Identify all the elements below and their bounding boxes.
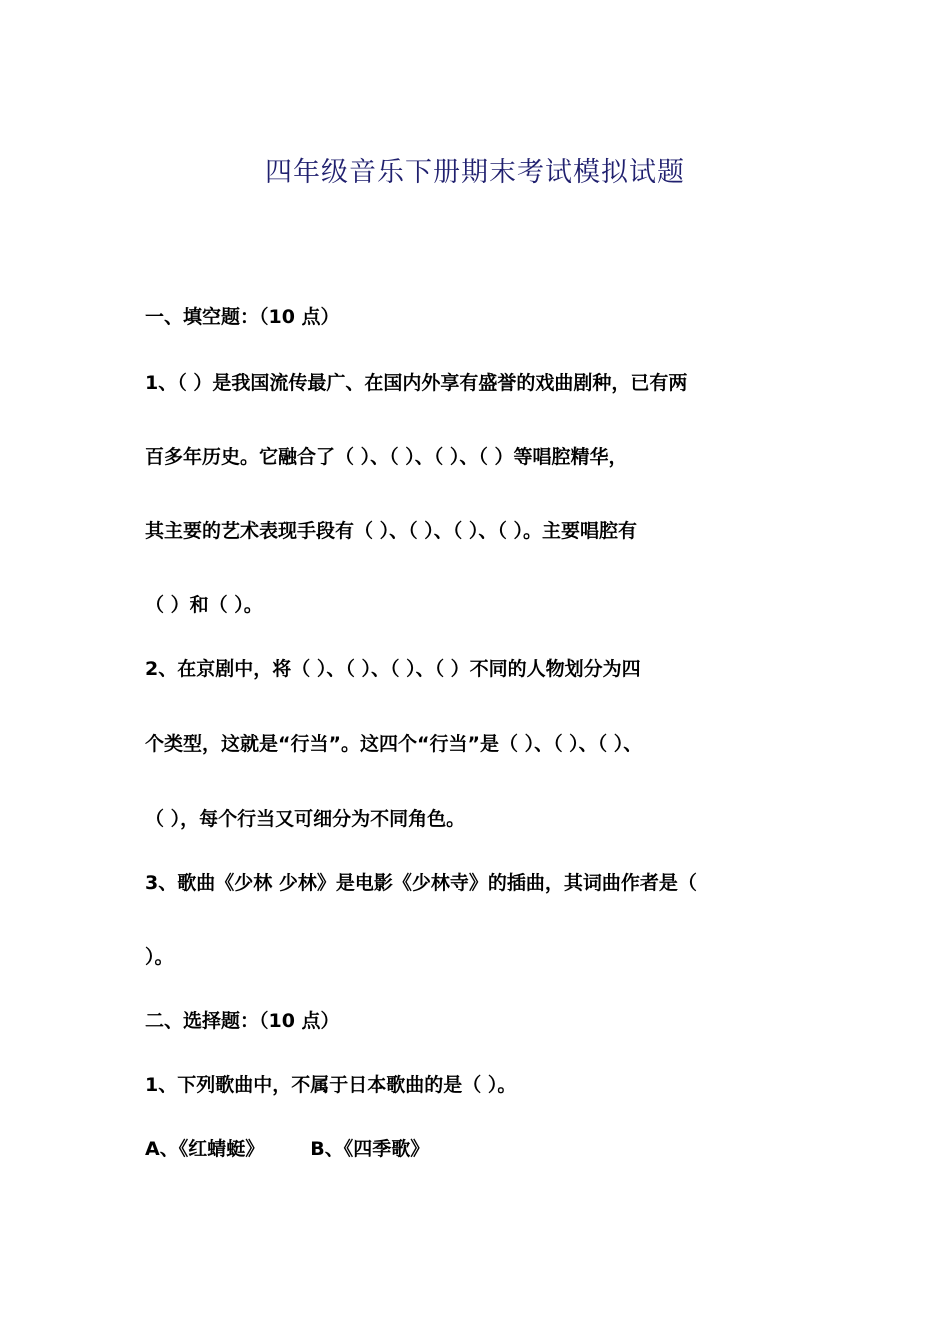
page-title: 四年级音乐下册期末考试模拟试题	[265, 157, 685, 188]
q1-line-1: 1、（ ）是我国流传最广、在国内外享有盛誉的戏曲剧种，已有两	[145, 372, 688, 394]
q1-line-4: （ ）和（ ）。	[145, 594, 263, 616]
q2-line-1: 2、在京剧中，将（ ）、（ ）、（ ）、（ ）不同的人物划分为四	[145, 658, 641, 680]
q3-line-2: ）。	[145, 946, 174, 968]
q3-line-1: 3、歌曲《少林 少林》是电影《少林寺》的插曲，其词曲作者是（	[145, 872, 697, 894]
q1-line-3: 其主要的艺术表现手段有（ ）、（ ）、（ ）、（ ）。主要唱腔有	[145, 520, 637, 542]
q2-line-2: 个类型，这就是“行当”。这四个“行当”是（ ）、（ ）、（ ）、	[145, 733, 643, 755]
option-b: B、《四季歌》	[310, 1138, 430, 1160]
section-heading-fill-in: 一、填空题：（10 点）	[145, 306, 340, 328]
q2-line-3: （ ），每个行当又可细分为不同角色。	[145, 808, 466, 830]
section-heading-multiple-choice: 二、选择题：（10 点）	[145, 1010, 340, 1032]
mc-q1-stem: 1、下列歌曲中，不属于日本歌曲的是（ ）。	[145, 1074, 517, 1096]
q1-line-2: 百多年历史。它融合了（ ）、（ ）、（ ）、（ ）等唱腔精华，	[145, 446, 628, 468]
mc-q1-options	[145, 1136, 429, 1162]
option-a: A、《红蜻蜓》	[145, 1138, 265, 1160]
